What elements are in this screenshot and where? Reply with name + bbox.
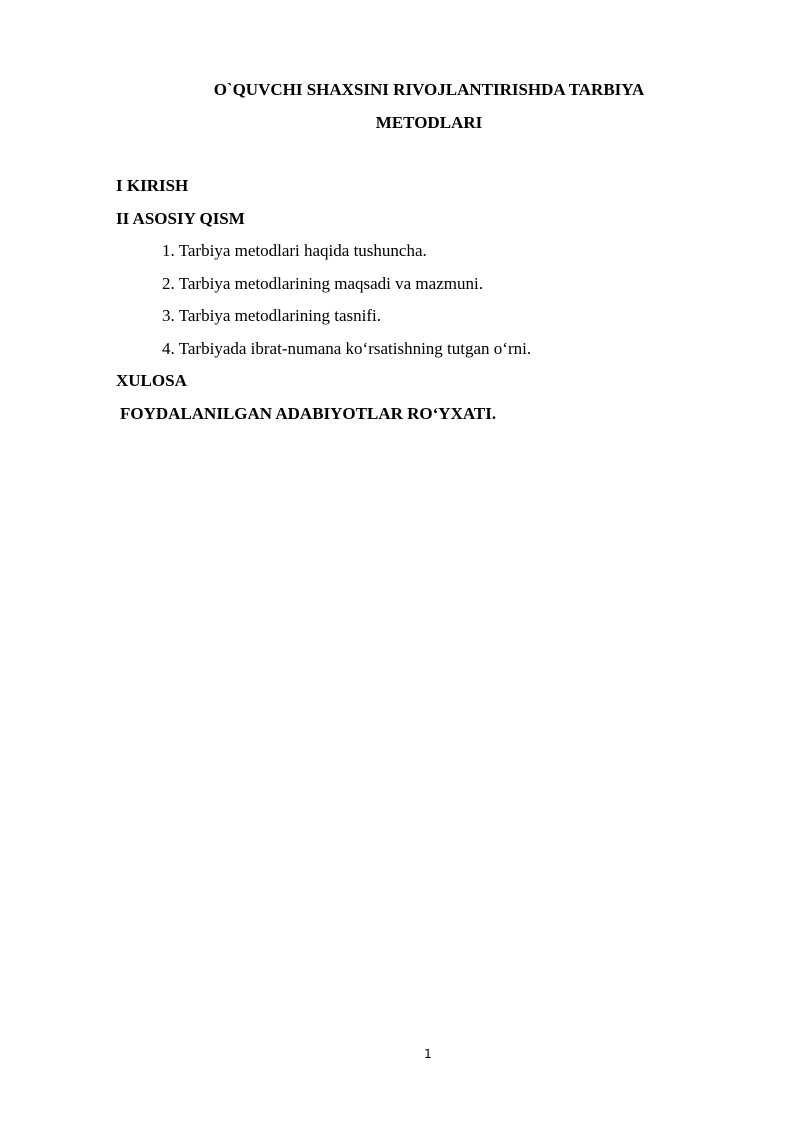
section-references: FOYDALANILGAN ADABIYOTLAR RO‘YXATI. bbox=[120, 403, 497, 423]
title-line-2: METODLARI bbox=[375, 113, 483, 132]
section-main: II ASOSIY QISM bbox=[116, 208, 245, 228]
list-item: 2. Tarbiya metodlarining maqsadi va mazmuni. bbox=[162, 273, 483, 293]
document-title bbox=[100, 73, 758, 139]
list-item: 1. Tarbiya metodlari haqida tushuncha. bbox=[162, 241, 427, 260]
title-line-1: O`QUVCHI SHAXSINI RIVOJLANTIRISHDA TARBIYA bbox=[213, 80, 645, 99]
section-intro: I KIRISH bbox=[116, 176, 189, 195]
page-number: 1 bbox=[424, 1047, 432, 1061]
list-item: 4. Tarbiyada ibrat-numana ko‘rsatishning tutgan o‘rni. bbox=[162, 338, 532, 358]
section-conclusion: XULOSA bbox=[116, 371, 187, 390]
main-section-items bbox=[116, 235, 736, 365]
list-item: 3. Tarbiya metodlarining tasnifi. bbox=[162, 306, 381, 325]
table-of-contents bbox=[116, 170, 736, 430]
